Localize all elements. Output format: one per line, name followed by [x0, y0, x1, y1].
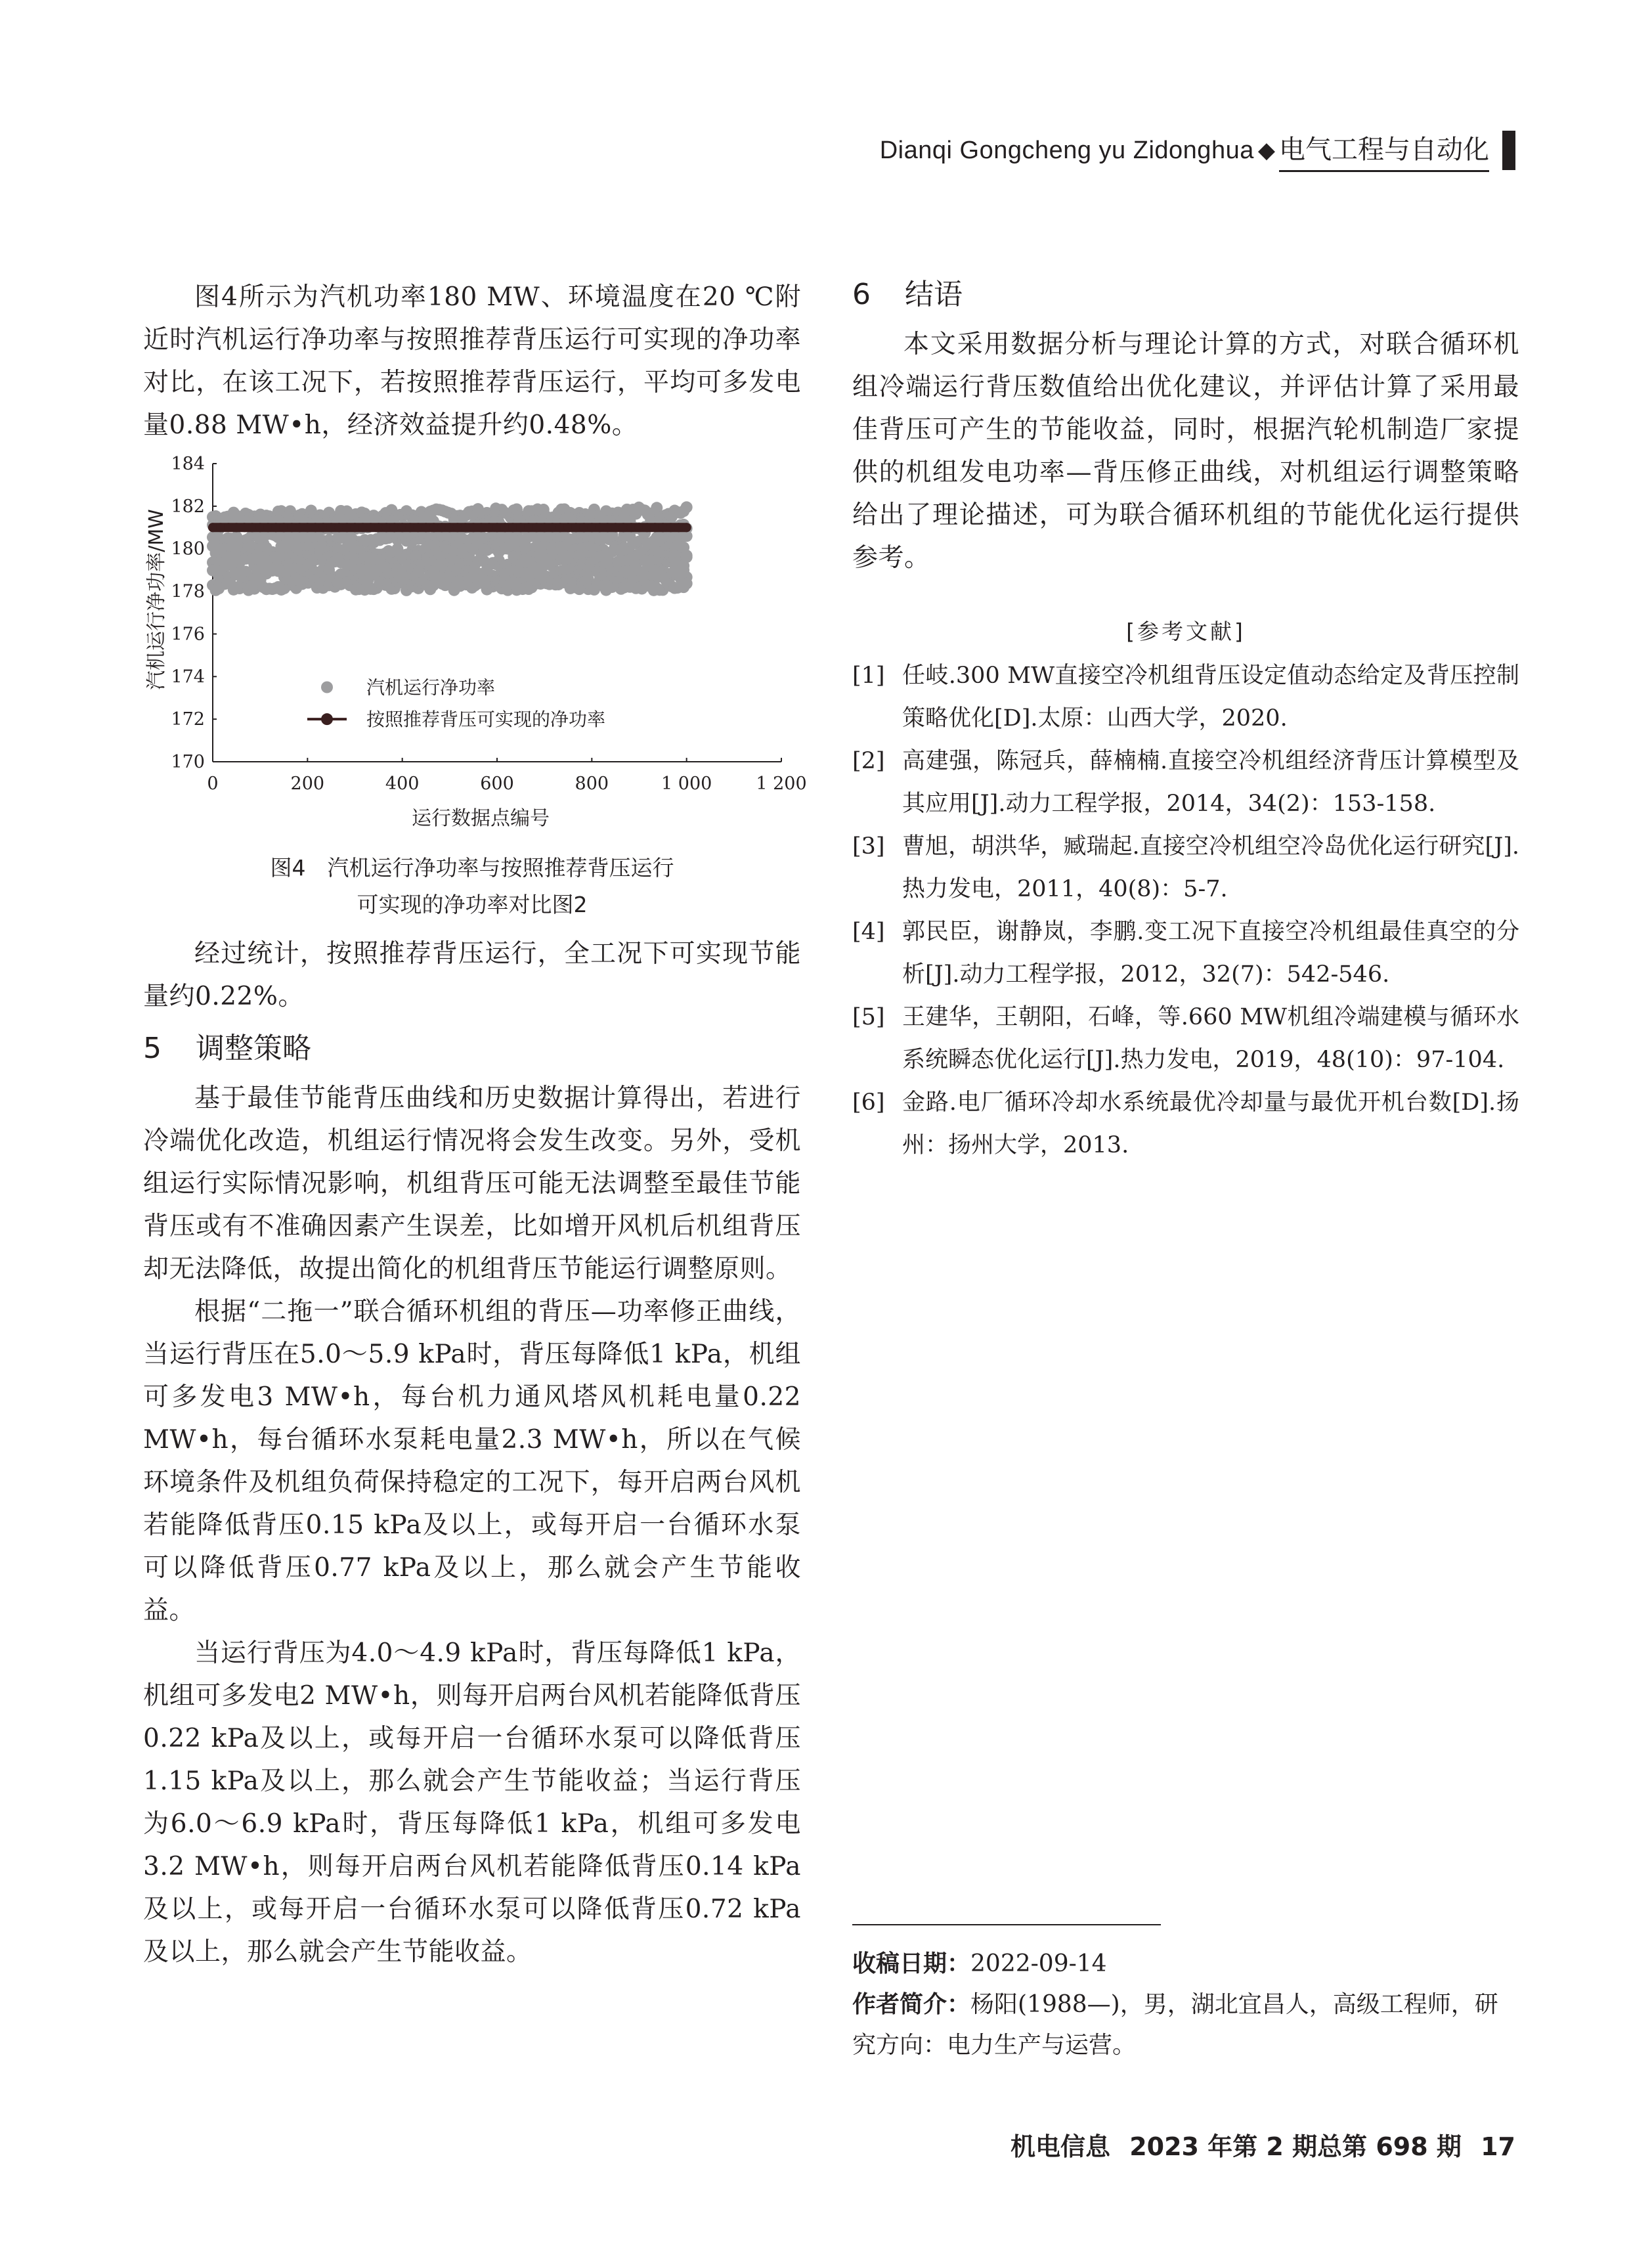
paragraph-sec5-2: 根据“二拖一”联合循环机组的背压—功率修正曲线，当运行背压在5.0～5.9 kPa时，背压每降低1 kPa，机组可多发电3 MW•h，每台机力通风塔风机耗电量0.22 MW•h，每台循环水泵耗电量2.3 MW•h，所以在气候环境条件及机组负荷保持稳定的工况下，每开启两台风机若能降低背压0.15 kPa及以上，或每开启一台循环水泵可以降低背压0.77 kPa及以上，那么就会产生节能收益。 [143, 1297, 801, 1625]
reference-number: [5] [852, 1004, 885, 1030]
reference-number: [6] [852, 1089, 885, 1116]
x-tick-label: 1 000 [661, 774, 712, 794]
recommended-point [477, 523, 486, 532]
footnote-divider [852, 1924, 1161, 1925]
section-6-number: 6 [852, 278, 871, 311]
recommended-point [216, 523, 225, 532]
reference-item [852, 825, 1519, 911]
figure-4-chart [143, 452, 807, 846]
recommended-point [359, 523, 368, 532]
recommended-point [414, 523, 423, 532]
recommended-point [626, 523, 636, 532]
scatter-chart-svg [143, 452, 807, 846]
recommended-point [461, 523, 470, 532]
recommended-point [485, 523, 494, 532]
x-tick-label: 600 [480, 774, 514, 794]
y-tick-label: 176 [171, 624, 205, 645]
reference-text: 郭民臣，谢静岚，李鹏.变工况下直接空冷机组最佳真空的分析[J].动力工程学报，2012，32(7)：542-546. [902, 919, 1519, 988]
recommended-point [263, 523, 272, 532]
left-column [143, 276, 807, 1973]
paragraph-sec5-3: 当运行背压为4.0～4.9 kPa时，背压每降低1 kPa，机组可多发电2 MW•h，则每开启两台风机若能降低背压0.22 kPa及以上，或每开启一台循环水泵可以降低背压1.15 kPa及以上，那么就会产生节能收益；当运行背压为6.0～6.9 kPa时，背压每降低1 kPa，机组可多发电3.2 MW•h，则每开启两台风机若能降低背压0.14 kPa及以上，或每开启一台循环水泵可以降低背压0.72 kPa及以上，那么就会产生节能收益。 [143, 1638, 801, 1967]
y-tick-label: 170 [171, 752, 205, 772]
header-bar-mark [1502, 131, 1515, 170]
legend-label-recommended: 按照推荐背压可实现的净功率 [366, 709, 606, 731]
recommended-point [595, 523, 604, 532]
recommended-point [398, 523, 407, 532]
recommended-point [611, 523, 620, 532]
recommended-point [279, 523, 288, 532]
recommended-point [382, 523, 391, 532]
recommended-point [555, 523, 565, 532]
recommended-point [579, 523, 588, 532]
recommended-point [548, 523, 557, 532]
y-tick-label: 182 [171, 496, 205, 517]
author-value: 杨阳(1988—)，男，湖北宜昌人，高级工程师，研究方向：电力生产与运营。 [852, 1991, 1498, 2059]
recommended-point [342, 523, 351, 532]
section-5-number: 5 [143, 1032, 162, 1065]
journal-pinyin: Dianqi Gongcheng yu Zidonghua [879, 136, 1254, 164]
footer-issue: 2023 年第 2 期总第 698 期 [1129, 2132, 1462, 2161]
paragraph-fig4-intro: 图4所示为汽机功率180 MW、环境温度在20 ℃附近时汽机运行净功率与按照推荐背压运行可实现的净功率对比，在该工况下，若按照推荐背压运行，平均可多发电量0.88 MW•h，经济效益提升约0.48%。 [143, 282, 801, 440]
reference-item [852, 655, 1519, 740]
y-tick-label: 178 [171, 581, 205, 602]
received-date [852, 1944, 1519, 1984]
page-footer [1000, 2126, 1515, 2162]
x-tick-label: 1 200 [756, 774, 807, 794]
section-6-title: 结语 [905, 278, 963, 311]
recommended-point [271, 523, 280, 532]
recommended-point [619, 523, 628, 532]
recommended-point [366, 523, 376, 532]
recommended-point [651, 523, 660, 532]
footer-journal: 机电信息 [1010, 2132, 1110, 2161]
recommended-point [311, 523, 320, 532]
recommended-point [532, 523, 541, 532]
recommended-point [492, 523, 502, 532]
x-tick-label: 200 [290, 774, 325, 794]
author-label: 作者简介： [852, 1991, 971, 2018]
reference-text: 任岐.300 MW直接空冷机组背压设定值动态给定及背压控制策略优化[D].太原：山西大学，2020. [902, 663, 1519, 732]
reference-number: [3] [852, 833, 885, 860]
reference-text: 王建华，王朝阳，石峰，等.660 MW机组冷端建模与循环水系统瞬态优化运行[J].热力发电，2019，48(10)：97-104. [902, 1004, 1519, 1073]
legend-marker-actual [321, 682, 333, 693]
scatter-point [681, 551, 693, 563]
recommended-point [516, 523, 525, 532]
recommended-point [524, 523, 533, 532]
reference-number: [1] [852, 663, 885, 689]
recommended-point [295, 523, 304, 532]
reference-item [852, 740, 1519, 825]
reference-item [852, 996, 1519, 1082]
recommended-point [682, 523, 691, 532]
scatter-point [681, 501, 693, 513]
paragraph-conclusion: 本文采用数据分析与理论计算的方式，对联合循环机组冷端运行背压数值给出优化建议，并评估计算了采用最佳背压可产生的节能收益，同时，根据汽轮机制造厂家提供的机组发电功率—背压修正曲线，对机组运行调整策略给出了理论描述，可为联合循环机组的节能优化运行提供参考。 [852, 330, 1519, 573]
recommended-point [374, 523, 383, 532]
x-tick-label: 400 [385, 774, 420, 794]
recommended-point [390, 523, 399, 532]
recommended-point [540, 523, 549, 532]
recommended-point [563, 523, 573, 532]
y-tick-label: 180 [171, 538, 205, 559]
recommended-point [406, 523, 415, 532]
recommended-point [635, 523, 644, 532]
reference-text: 金路.电厂循环冷却水系统最优冷却量与最优开机台数[D].扬州：扬州大学，2013. [902, 1089, 1519, 1158]
recommended-point [500, 523, 510, 532]
paragraph-sec5-1: 基于最佳节能背压曲线和历史数据计算得出，若进行冷端优化改造，机组运行情况将会发生改变。另外，受机组运行实际情况影响，机组背压可能无法调整至最佳节能背压或有不准确因素产生误差，比如增开风机后机组背压却无法降低，故提出简化的机组背压节能运行调整原则。 [143, 1084, 801, 1284]
footnote [852, 1944, 1519, 2066]
recommended-point [208, 523, 217, 532]
recommended-point [643, 523, 652, 532]
reference-text: 曹旭，胡洪华，臧瑞起.直接空冷机组空冷岛优化运行研究[J].热力发电，2011，40(8)：5-7. [902, 833, 1519, 902]
reference-item [852, 1082, 1519, 1167]
recommended-point [232, 523, 241, 532]
y-axis-label: 汽机运行净功率/MW [145, 509, 168, 690]
paragraph-statistics: 经过统计，按照推荐背压运行，全工况下可实现节能量约0.22%。 [143, 939, 801, 1011]
reference-text: 高建强，陈冠兵，薛楠楠.直接空冷机组经济背压计算模型及其应用[J].动力工程学报，2014，34(2)：153-158. [902, 748, 1519, 817]
received-value: 2022-09-14 [970, 1950, 1107, 1977]
author-bio [852, 1984, 1519, 2066]
recommended-point [326, 523, 336, 532]
recommended-point [453, 523, 462, 532]
recommended-point [674, 523, 684, 532]
recommended-point [571, 523, 580, 532]
recommended-point [587, 523, 596, 532]
x-axis-label: 运行数据点编号 [412, 807, 550, 830]
reference-number: [2] [852, 748, 885, 774]
scatter-point [681, 578, 693, 590]
recommended-point [334, 523, 343, 532]
reference-number: [4] [852, 919, 885, 945]
recommended-point [303, 523, 312, 532]
section-5-title: 调整策略 [196, 1032, 311, 1065]
y-tick-label: 172 [171, 709, 205, 730]
recommended-point [437, 523, 446, 532]
running-header [880, 129, 1515, 172]
x-tick-label: 0 [207, 774, 219, 794]
caption-line-1: 图4 汽机运行净功率与按照推荐背压运行 [270, 855, 674, 881]
recommended-point [508, 523, 517, 532]
references-list [852, 655, 1519, 1167]
section-5-heading [143, 1026, 801, 1072]
right-column [852, 276, 1519, 1167]
recommended-point [318, 523, 328, 532]
recommended-point [469, 523, 478, 532]
x-tick-label: 800 [575, 774, 609, 794]
recommended-point [351, 523, 360, 532]
received-label: 收稿日期： [852, 1950, 971, 1977]
recommended-point [659, 523, 668, 532]
y-tick-label: 174 [171, 667, 205, 688]
journal-chinese-title: 电气工程与自动化 [1279, 129, 1489, 172]
recommended-point [429, 523, 439, 532]
recommended-point [224, 523, 233, 532]
recommended-point [603, 523, 612, 532]
recommended-point [445, 523, 454, 532]
y-tick-label: 184 [171, 454, 205, 474]
recommended-point [255, 523, 265, 532]
references-title: [参考文献] [1126, 619, 1246, 644]
diamond-icon: ◆ [1257, 137, 1275, 164]
recommended-point [240, 523, 249, 532]
legend-label-actual: 汽机运行净功率 [366, 676, 496, 699]
caption-line-2: 可实现的净功率对比图2 [357, 892, 588, 917]
recommended-point [422, 523, 431, 532]
page-number: 17 [1481, 2132, 1515, 2161]
recommended-point [248, 523, 257, 532]
section-6-heading [852, 272, 1519, 318]
recommended-point [287, 523, 296, 532]
reference-item [852, 911, 1519, 996]
recommended-point [666, 523, 676, 532]
legend-marker-recommended [321, 713, 333, 725]
figure-4-caption [143, 850, 801, 923]
